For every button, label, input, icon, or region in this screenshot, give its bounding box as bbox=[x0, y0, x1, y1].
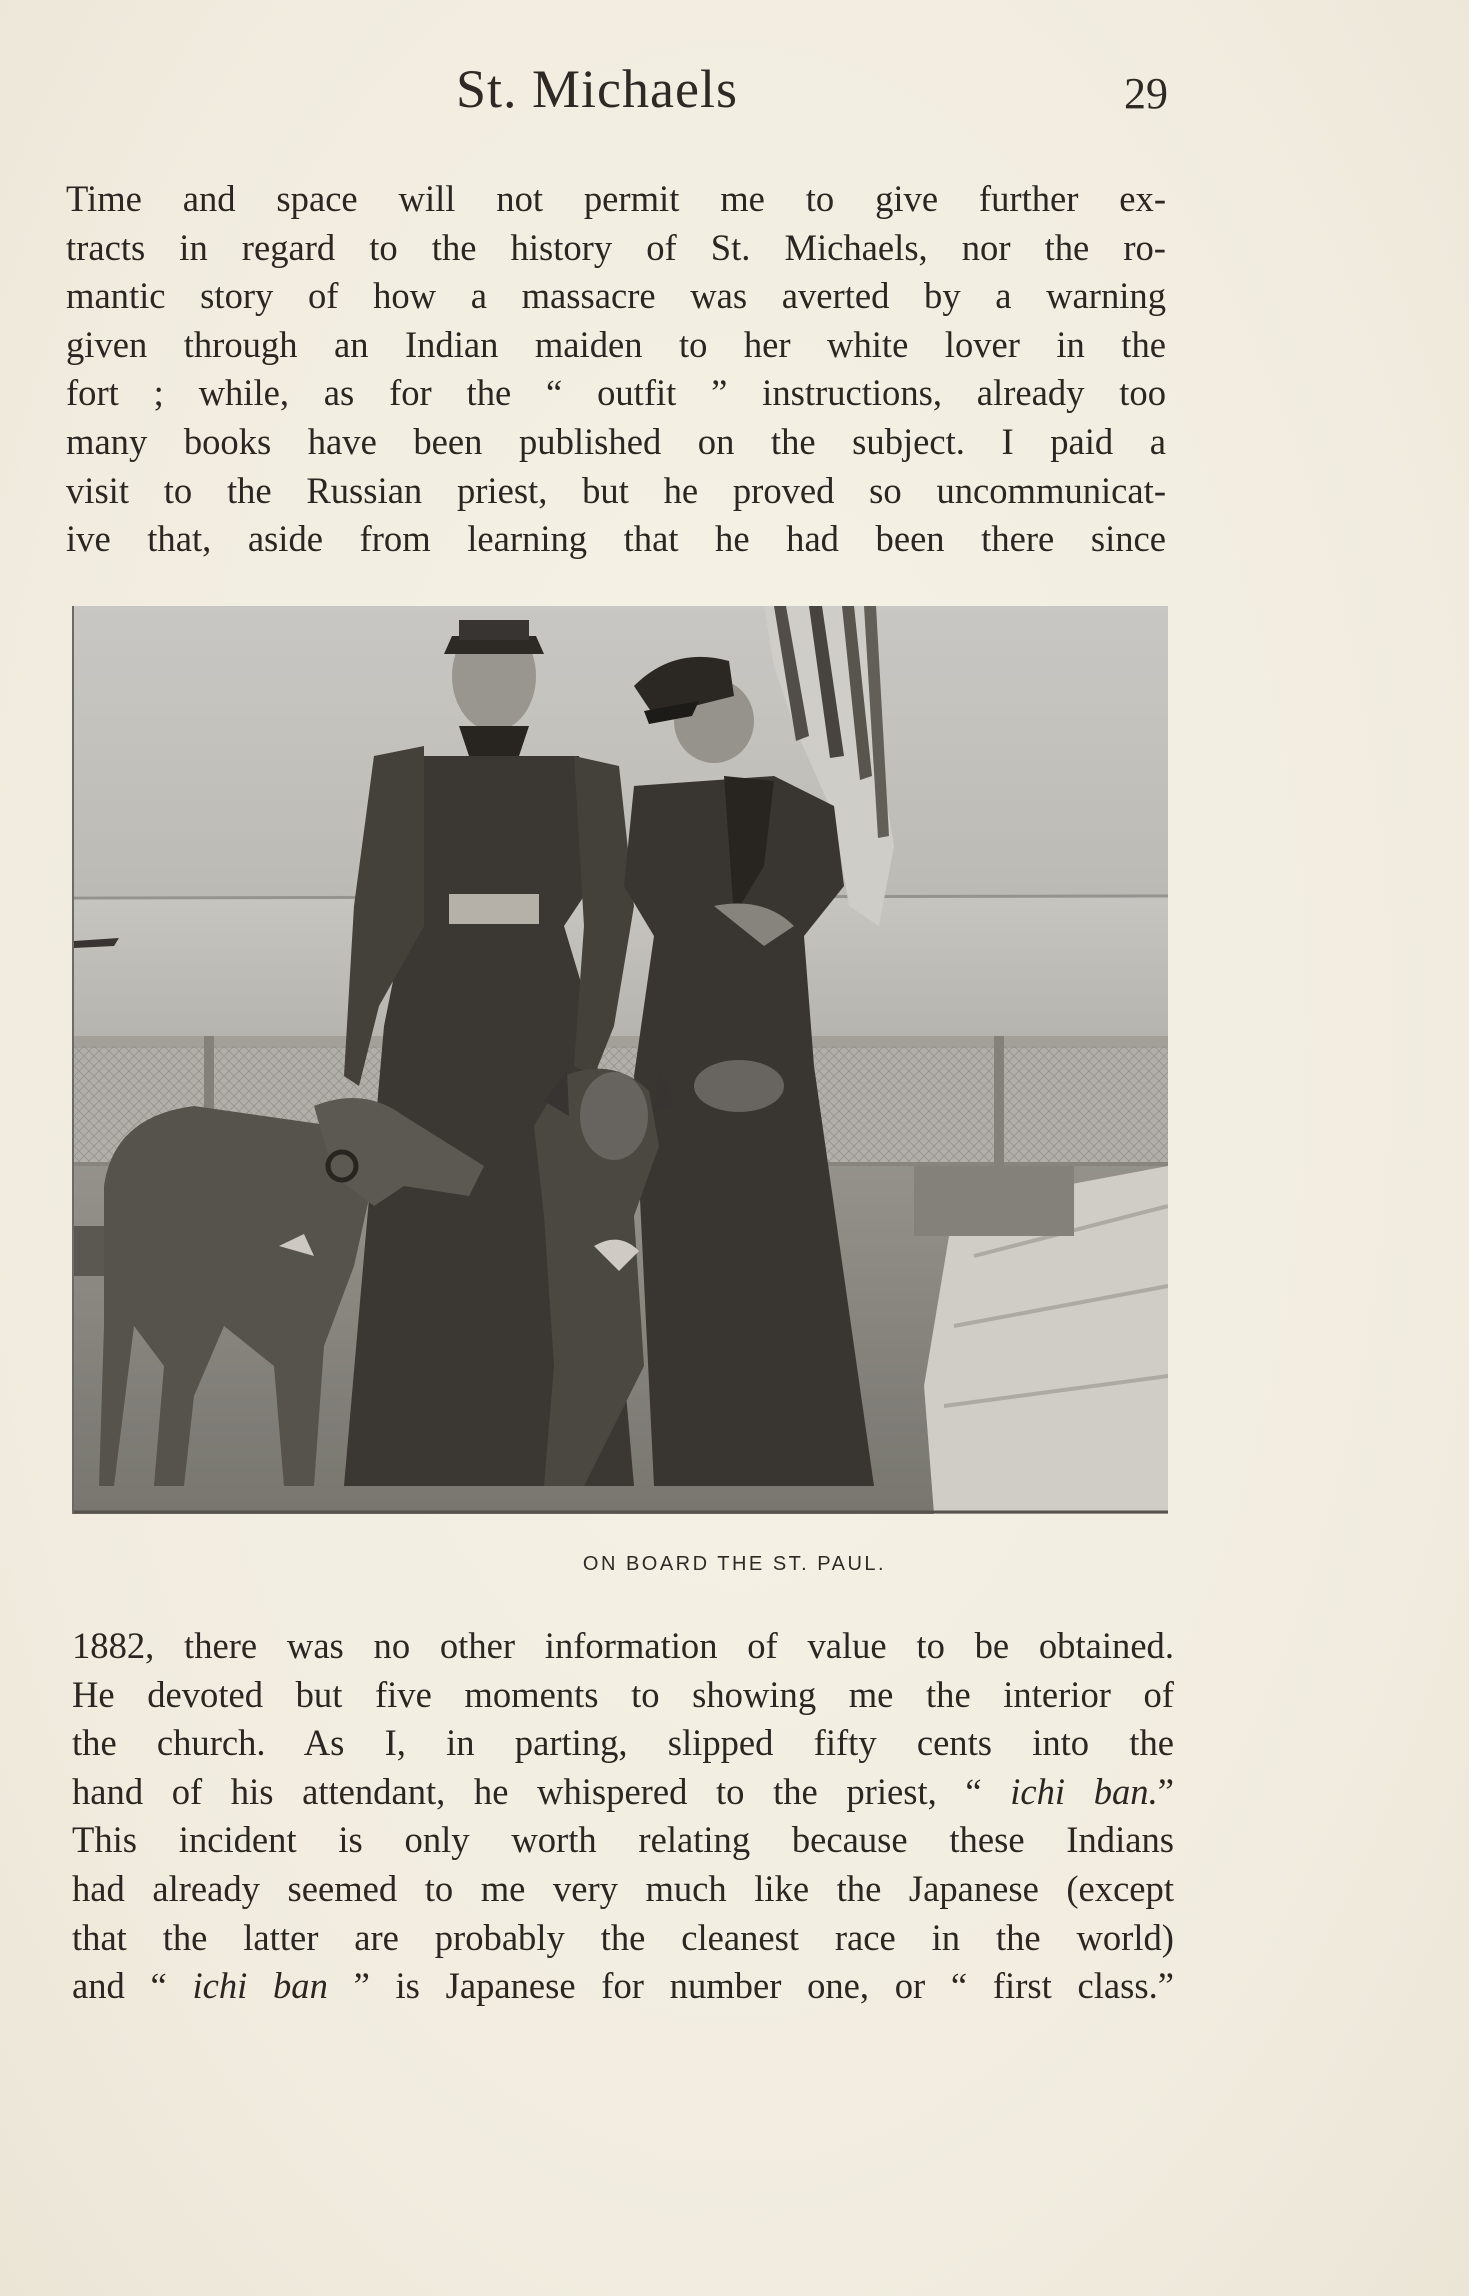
italic-phrase: ichi ban bbox=[192, 1965, 328, 2007]
text-line: visit to the Russian priest, but he proved so uncommunicat- bbox=[66, 469, 1166, 511]
text-line: fort ; while, as for the “ outfit ” instructions, already too bbox=[66, 372, 1166, 414]
text-segment: hand of his attendant, he whispered to the priest, “ bbox=[72, 1770, 1011, 1812]
text-segment: ” bbox=[1157, 1770, 1174, 1812]
text-line: This incident is only worth relating because these Indians bbox=[72, 1819, 1174, 1861]
text-line: that the latter are probably the cleanest race in the world) bbox=[72, 1916, 1174, 1958]
top-paragraph bbox=[66, 175, 1166, 564]
running-title: St. Michaels bbox=[456, 59, 738, 119]
text-line: given through an Indian maiden to her white lover in the bbox=[66, 323, 1166, 365]
text-line: had already seemed to me very much like the Japanese (except bbox=[72, 1867, 1174, 1909]
figure-caption: ON BOARD THE ST. PAUL. bbox=[582, 1553, 887, 1575]
page-number: 29 bbox=[1124, 69, 1168, 118]
text-line: 1882, there was no other information of value to be obtained. bbox=[72, 1625, 1174, 1666]
text-segment: ” is Japanese for number one, or “ first class.” bbox=[327, 1965, 1174, 2007]
text-line: Time and space will not permit me to give further ex- bbox=[66, 178, 1166, 219]
italic-phrase: ichi ban. bbox=[1010, 1770, 1158, 1812]
text-line: many books have been published on the subject. I paid a bbox=[66, 420, 1166, 462]
text-line bbox=[72, 1962, 1174, 2011]
text-line: He devoted but five moments to showing me the interior of bbox=[72, 1673, 1174, 1715]
photograph-on-board bbox=[72, 606, 1168, 1514]
text-line: the church. As I, in parting, slipped fifty cents into the bbox=[72, 1722, 1174, 1764]
text-line: mantic story of how a massacre was averted by a warning bbox=[66, 275, 1166, 317]
text-line bbox=[72, 1768, 1174, 1817]
running-head bbox=[66, 58, 1166, 128]
text-line: tracts in regard to the history of St. Michaels, nor the ro- bbox=[66, 226, 1166, 268]
text-segment: and “ bbox=[72, 1965, 193, 2007]
photograph-drawing bbox=[74, 606, 1168, 1514]
text-line: ive that, aside from learning that he had been there since bbox=[66, 518, 1166, 560]
bottom-paragraph bbox=[72, 1622, 1174, 2011]
